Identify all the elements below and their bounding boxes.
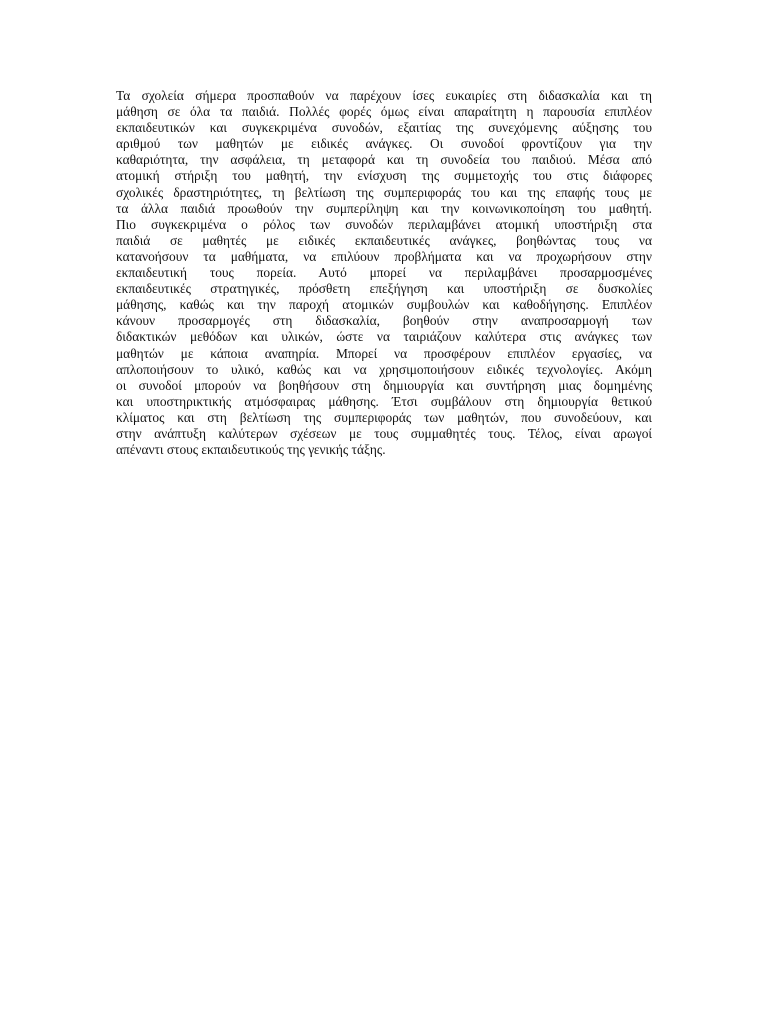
paragraph-line: τα άλλα παιδιά προωθούν την συμπερίληψη και την κοινωνικοποίηση του μαθητή. <box>116 200 652 216</box>
paragraph-line: σχολικές δραστηριότητες, τη βελτίωση της συμπεριφοράς του και της επαφής τους με <box>116 184 652 200</box>
paragraph-line-last: απέναντι στους εκπαιδευτικούς της γενικής τάξης. <box>116 442 386 458</box>
paragraph-line: κάνουν προσαρμογές στη διδασκαλία, βοηθούν στην αναπροσαρμογή των <box>116 313 652 329</box>
paragraph-line: παιδιά σε μαθητές με ειδικές εκπαιδευτικές ανάγκες, βοηθώντας τους να <box>116 232 652 248</box>
paragraph-line: κλίματος και στη βελτίωση της συμπεριφοράς των μαθητών, που συνοδεύουν, και <box>116 409 652 425</box>
paragraph-line: στην ανάπτυξη καλύτερων σχέσεων με τους συμμαθητές τους. Τέλος, είναι αρωγοί <box>116 425 652 441</box>
paragraph-line: οι συνοδοί μπορούν να βοηθήσουν στη δημιουργία και συντήρηση μιας δομημένης <box>116 377 652 393</box>
paragraph-line: Τα σχολεία σήμερα προσπαθούν να παρέχουν ίσες ευκαιρίες στη διδασκαλία και τη <box>116 88 652 103</box>
paragraph-line: μάθηση σε όλα τα παιδιά. Πολλές φορές όμως είναι απαραίτητη η παρουσία επιπλέον <box>116 104 652 120</box>
paragraph-line: κατανοήσουν τα μαθήματα, να επιλύουν προβλήματα και να προχωρήσουν στην <box>116 248 652 264</box>
paragraph-line: και υποστηρικτικής ατμόσφαιρας μάθησης. Έτσι συμβάλουν στη δημιουργία θετικού <box>116 393 652 409</box>
body-paragraph <box>116 88 652 458</box>
paragraph-line: εκπαιδευτικών και συγκεκριμένα συνοδών, εξαιτίας της συνεχόμενης αύξησης του <box>116 120 652 136</box>
paragraph-line: αριθμού των μαθητών με ειδικές ανάγκες. Οι συνοδοί φροντίζουν για την <box>116 136 652 152</box>
paragraph-line: μαθητών με κάποια αναπηρία. Μπορεί να προσφέρουν επιπλέον εργασίες, να <box>116 345 652 361</box>
paragraph-line: καθαριότητα, την ασφάλεια, τη μεταφορά και τη συνοδεία του παιδιού. Μέσα από <box>116 152 652 168</box>
paragraph-line: μάθησης, καθώς και την παροχή ατομικών συμβουλών και καθοδήγησης. Επιπλέον <box>116 297 652 313</box>
paragraph-line: απλοποιήσουν το υλικό, καθώς και να χρησιμοποιήσουν ειδικές τεχνολογίες. Ακόμη <box>116 361 652 377</box>
paragraph-line: Πιο συγκεκριμένα ο ρόλος των συνοδών περιλαμβάνει ατομική υποστήριξη στα <box>116 216 652 232</box>
paragraph-line: διδακτικών μεθόδων και υλικών, ώστε να ταιριάζουν καλύτερα στις ανάγκες των <box>116 329 652 345</box>
paragraph-line: ατομική στήριξη του μαθητή, την ενίσχυση της συμμετοχής του στις διάφορες <box>116 168 652 184</box>
paragraph-line: εκπαιδευτικές στρατηγικές, πρόσθετη επεξήγηση και υποστήριξη σε δυσκολίες <box>116 281 652 297</box>
paragraph-line: εκπαιδευτική τους πορεία. Αυτό μπορεί να περιλαμβάνει προσαρμοσμένες <box>116 265 652 281</box>
